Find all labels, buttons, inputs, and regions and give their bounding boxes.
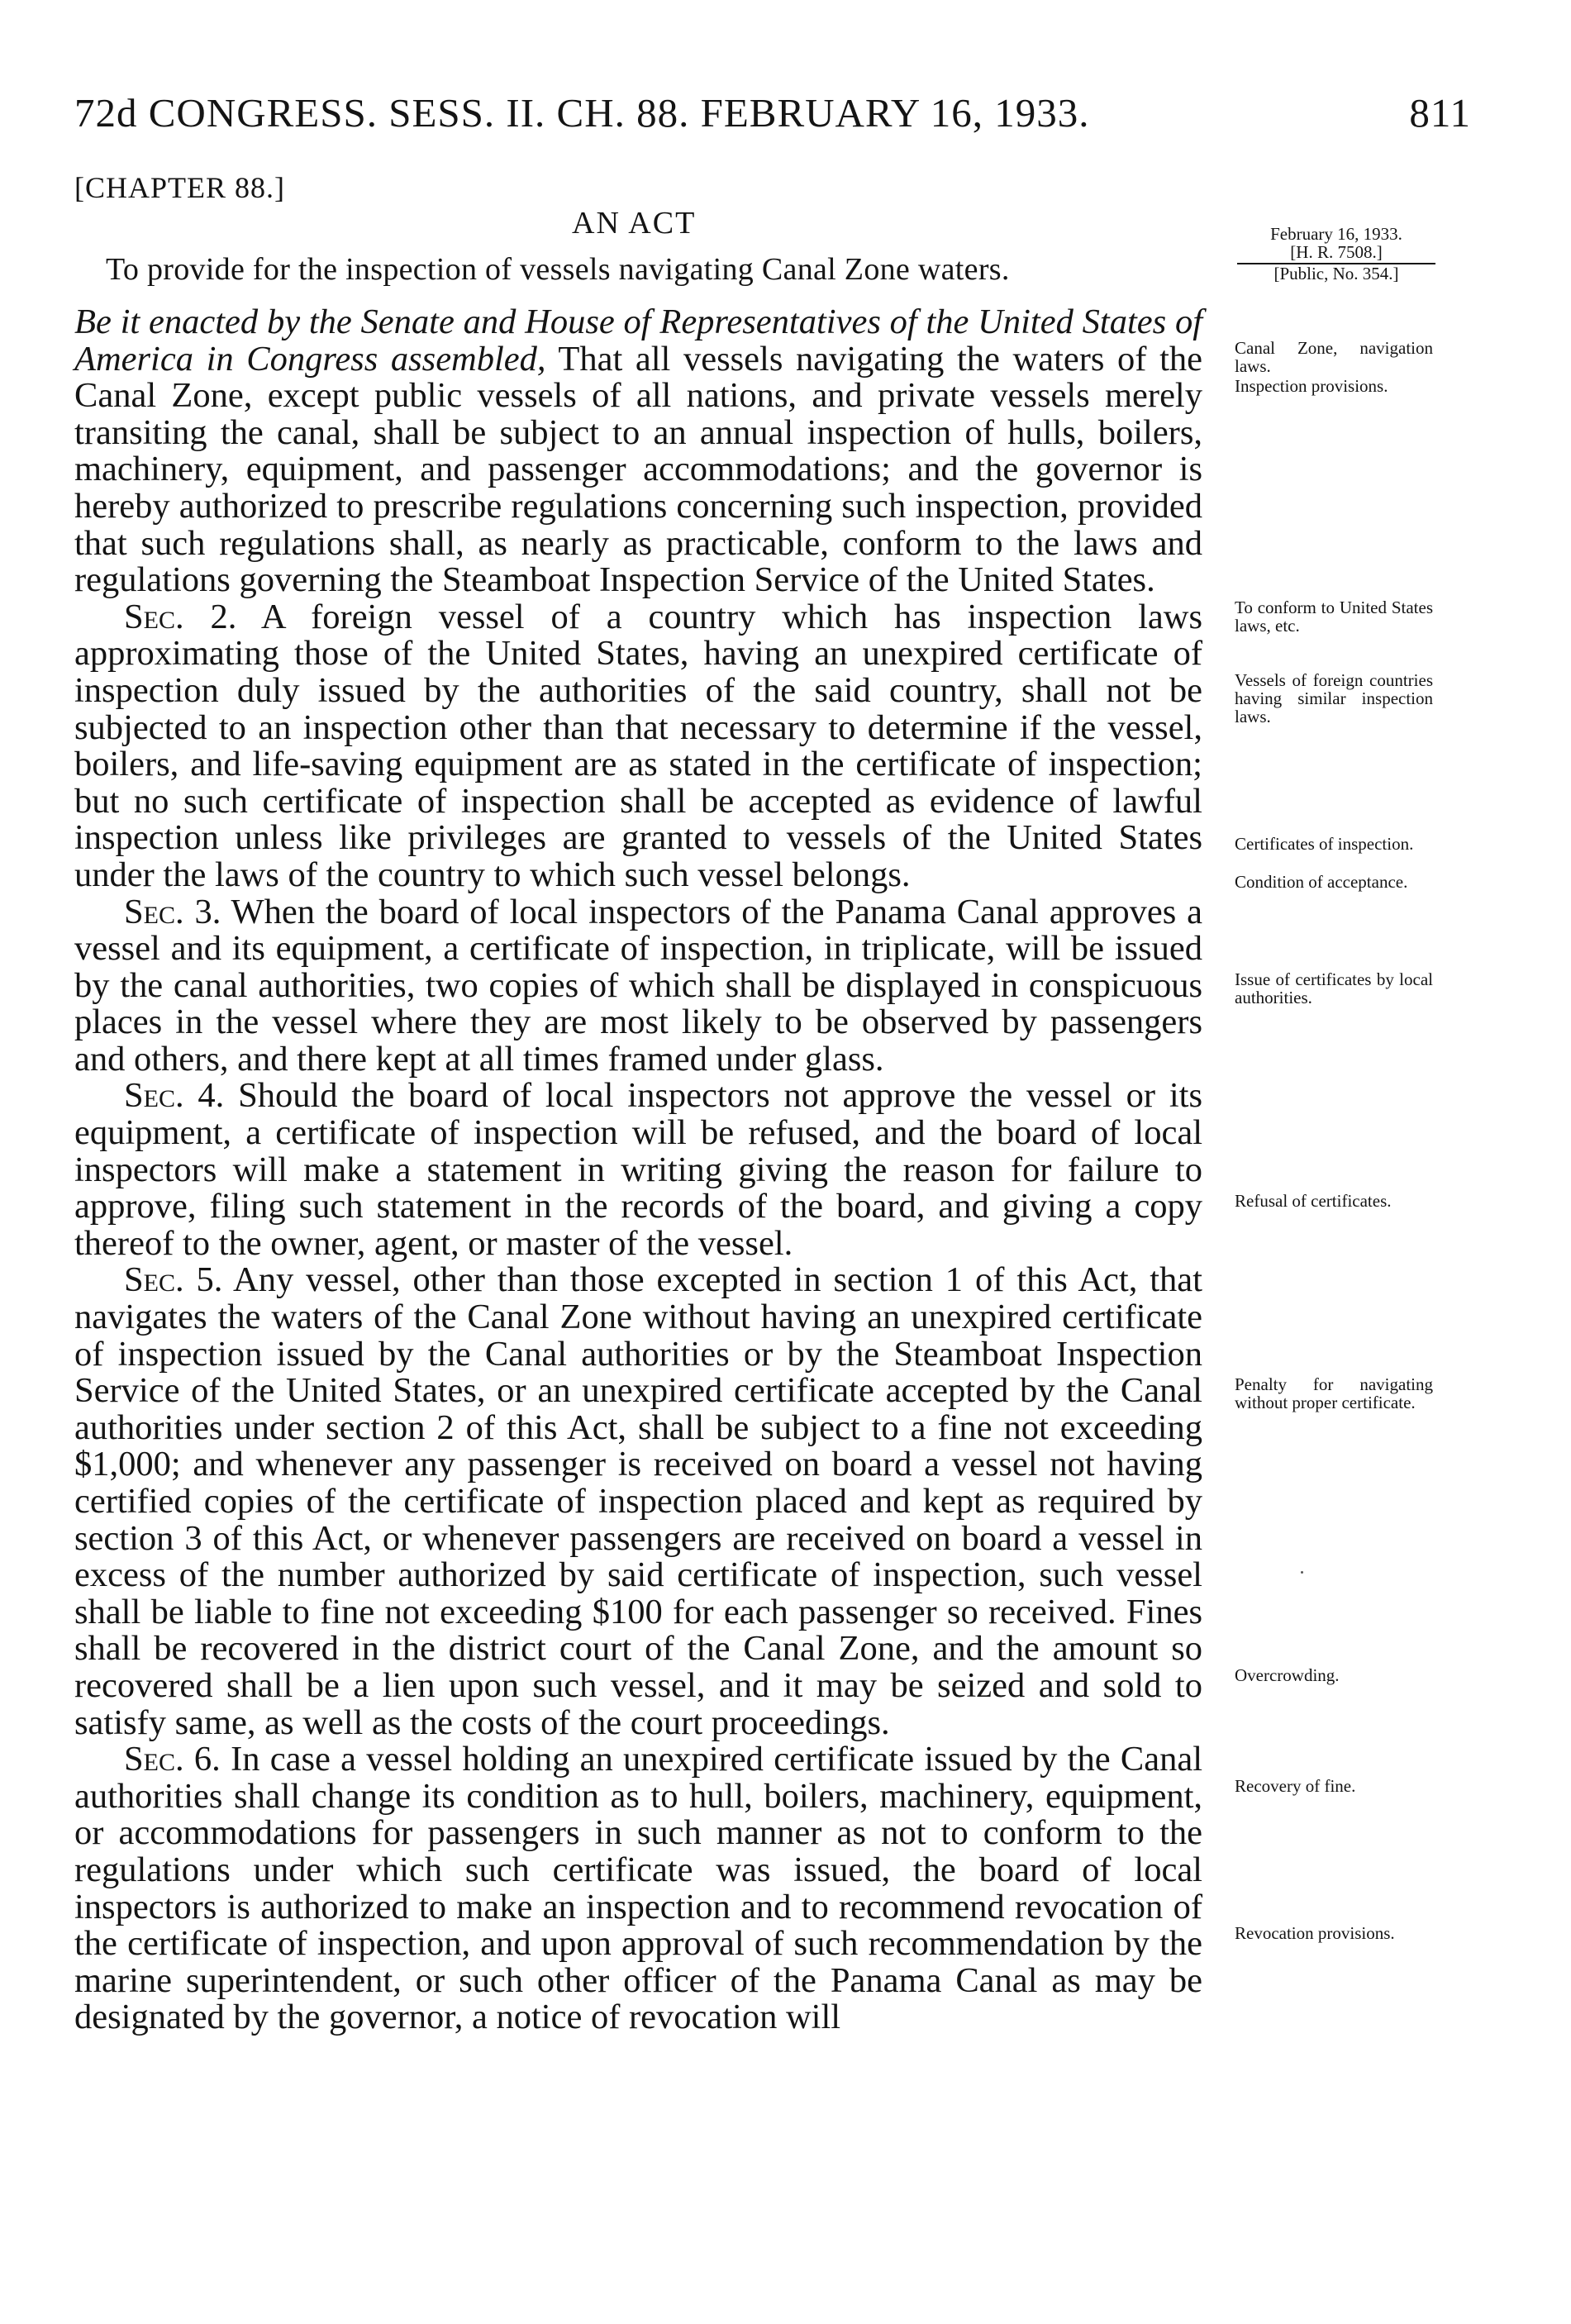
enactment-info: [1233, 225, 1440, 283]
section-2-text: A foreign vessel of a country which has inspection laws approximating those of the United States, having an unexpired certificate of inspection duly issued by the authorities of the said country, shall not be subjected to an inspection other than that necessary to determine if the vessel, boilers, and life-saving equipment are as stated in the certificate of inspection; but no such certificate of inspection shall be accepted as evidence of lawful inspection unless like privileges are granted to vessels of the United States under the laws of the country to which such vessel belongs.: [74, 597, 1202, 894]
margin-note: Issue of certificates by local authorities.: [1235, 969, 1433, 1007]
enactment-date: February 16, 1933.: [1270, 224, 1402, 244]
act-body: [74, 304, 1202, 2036]
section-5-label: Sec. 5.: [124, 1260, 223, 1300]
margin-note: Revocation provisions.: [1235, 1923, 1395, 1943]
page-number: 811: [1409, 90, 1471, 136]
section-1: [74, 304, 1202, 599]
bill-number: [H. R. 7508.]: [1290, 242, 1383, 262]
margin-note: Vessels of foreign countries having similar inspection laws.: [1235, 670, 1433, 726]
section-3: [74, 894, 1202, 1079]
enacting-clause: Be it enacted by the Senate and House of Representatives of the United States of America in Congress assembled,: [74, 302, 1202, 379]
margin-note: Inspection provisions.: [1235, 376, 1388, 396]
section-5-text: Any vessel, other than those excepted in section 1 of this Act, that navigates the waters of the Canal Zone without having an unexpired certificate of inspection issued by the Canal authorities or by the Steamboat Inspection Service of the United States, or an unexpired certificate accepted by the Canal authorities under section 2 of this Act, shall be subject to a fine not exceeding $1,000; and whenever any passenger is received on board a vessel not having certified copies of the certificate of inspection placed and kept as required by section 3 of this Act, or whenever passengers are received on board a vessel in excess of the number authorized by said certificate of inspection, such vessel shall be liable to fine not exceeding $100 for each passenger so received. Fines shall be recovered in the district court of the Canal Zone, and the amount so recovered shall be a lien upon such vessel, and it may be seized and sold to satisfy same, as well as the costs of the court proceedings.: [74, 1260, 1202, 1742]
margin-note: Condition of acceptance.: [1235, 872, 1408, 892]
section-4-text: Should the board of local inspectors not approve the vessel or its equipment, a certificate of inspection will be refused, and the board of local inspectors will make a statement in writing giving the reason for failure to approve, filing such statement in the records of the board, and giving a copy thereof to the owner, agent, or master of the vessel.: [74, 1076, 1203, 1263]
margin-note: Overcrowding.: [1235, 1665, 1340, 1685]
section-4: [74, 1078, 1202, 1262]
section-1-text: That all vessels navigating the waters of the Canal Zone, except public vessels of all nations, and private vessels merely transiting the canal, shall be subject to an annual inspection of hulls, boilers, machinery, equipment, and passenger accommodations; and the governor is hereby authorized to prescribe regulations concerning such inspection, provided that such regulations shall, as nearly as practicable, conform to the laws and regulations governing the Steamboat Inspection Service of the United States.: [74, 339, 1202, 600]
section-2: [74, 599, 1202, 894]
running-head-text: 72d CONGRESS. SESS. II. CH. 88. FEBRUARY 16, 1933.: [74, 90, 1090, 136]
margin-note: Canal Zone, navigation laws.: [1235, 338, 1433, 376]
public-law-number: [Public, No. 354.]: [1273, 264, 1399, 283]
chapter-label: [CHAPTER 88.]: [74, 171, 285, 204]
act-title: AN ACT: [572, 206, 697, 240]
section-5: [74, 1262, 1202, 1741]
section-4-label: Sec. 4.: [124, 1076, 225, 1116]
margin-note: Penalty for navigating without proper certificate.: [1235, 1374, 1433, 1412]
margin-note: Certificates of inspection.: [1235, 834, 1414, 854]
section-6: [74, 1741, 1202, 2036]
paper-speck: [1301, 1571, 1303, 1574]
section-6-text: In case a vessel holding an unexpired certificate issued by the Canal authorities shall change its condition as to hull, boilers, machinery, equipment, or accommodations for passengers in such manner as not to conform to the regulations under which such certificate was issued, the board of local inspectors is authorized to make an inspection and to recommend revocation of the certificate of inspection, and upon approval of such recommendation by the marine superintendent, or such other officer of the Panama Canal as may be designated by the governor, a notice of revocation will: [74, 1740, 1203, 2037]
section-3-label: Sec. 3.: [124, 892, 221, 931]
section-3-text: When the board of local inspectors of the Panama Canal approves a vessel and its equipment, a certificate of inspection, in triplicate, will be issued by the canal authorities, two copies of which shall be displayed in conspicuous places in the vessel where they are most likely to be observed by passengers and others, and there kept at all times framed under glass.: [74, 892, 1202, 1079]
margin-note: Refusal of certificates.: [1235, 1191, 1392, 1211]
section-6-label: Sec. 6.: [124, 1740, 221, 1779]
margin-note: Recovery of fine.: [1235, 1776, 1356, 1796]
act-purpose: To provide for the inspection of vessels navigating Canal Zone waters.: [106, 252, 1010, 287]
section-2-label: Sec. 2.: [124, 597, 237, 636]
margin-note: To conform to United States laws, etc.: [1235, 598, 1433, 636]
